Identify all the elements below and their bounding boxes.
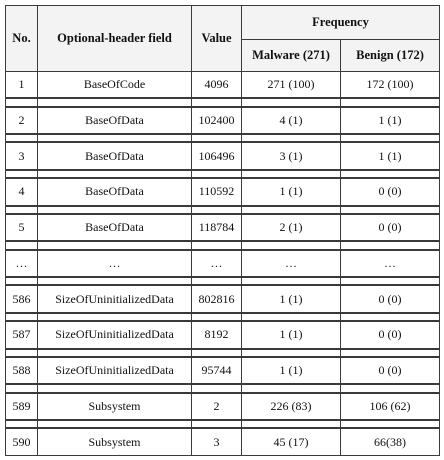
separator-cell [192,134,242,142]
cell-value: 102400 [192,107,242,134]
cell-malware: 1 (1) [242,357,341,384]
row-separator [6,313,440,321]
separator-cell [38,206,192,214]
row-separator [6,349,440,357]
cell-value: 95744 [192,357,242,384]
separator-cell [38,134,192,142]
separator-cell [38,313,192,321]
separator-cell [242,384,341,392]
cell-value: 118784 [192,214,242,241]
cell-no: 2 [6,107,38,134]
cell-field: BaseOfData [38,107,192,134]
row-separator [6,134,440,142]
header-no: No. [6,6,38,72]
separator-cell [38,384,192,392]
table-row [6,285,440,312]
separator-cell [242,313,341,321]
cell-no: 589 [6,393,38,420]
cell-value: 106496 [192,142,242,169]
separator-cell [38,420,192,428]
separator-cell [192,349,242,357]
table-row [6,107,440,134]
separator-cell [38,349,192,357]
separator-cell [341,241,440,249]
table-row [6,72,440,99]
separator-cell [192,420,242,428]
separator-cell [341,134,440,142]
cell-no: 587 [6,321,38,348]
separator-cell [242,206,341,214]
cell-no: 4 [6,178,38,205]
separator-cell [6,241,38,249]
cell-malware: 3 (1) [242,142,341,169]
table-row [6,321,440,348]
cell-benign: … [341,250,440,277]
cell-malware: 1 (1) [242,178,341,205]
header-frequency: Frequency [242,6,440,40]
separator-cell [341,420,440,428]
cell-field: … [38,250,192,277]
cell-malware: 271 (100) [242,72,341,99]
table-row [6,214,440,241]
cell-malware: 1 (1) [242,285,341,312]
separator-cell [6,349,38,357]
row-separator [6,277,440,285]
table-body [6,72,440,456]
table-row [6,428,440,455]
separator-cell [242,134,341,142]
cell-value: 4096 [192,72,242,99]
separator-cell [38,277,192,285]
separator-cell [6,98,38,106]
separator-cell [341,170,440,178]
table-row [6,250,440,277]
separator-cell [6,313,38,321]
cell-no: 3 [6,142,38,169]
header-field: Optional-header field [38,6,192,72]
separator-cell [242,241,341,249]
cell-benign: 1 (1) [341,142,440,169]
cell-benign: 0 (0) [341,321,440,348]
row-separator [6,206,440,214]
cell-value: … [192,250,242,277]
separator-cell [38,170,192,178]
frequency-table-container [5,5,439,456]
separator-cell [6,384,38,392]
header-value: Value [192,6,242,72]
cell-value: 110592 [192,178,242,205]
separator-cell [242,349,341,357]
cell-field: BaseOfCode [38,72,192,99]
cell-benign: 106 (62) [341,393,440,420]
cell-field: BaseOfData [38,178,192,205]
separator-cell [341,349,440,357]
cell-malware: 226 (83) [242,393,341,420]
separator-cell [192,206,242,214]
separator-cell [192,277,242,285]
separator-cell [6,277,38,285]
cell-field: SizeOfUninitializedData [38,321,192,348]
cell-no: 1 [6,72,38,99]
row-separator [6,241,440,249]
separator-cell [242,277,341,285]
separator-cell [6,420,38,428]
cell-benign: 0 (0) [341,178,440,205]
separator-cell [192,241,242,249]
separator-cell [38,98,192,106]
separator-cell [341,384,440,392]
cell-no: 5 [6,214,38,241]
cell-malware: 45 (17) [242,428,341,455]
cell-field: BaseOfData [38,214,192,241]
separator-cell [242,420,341,428]
separator-cell [38,241,192,249]
cell-value: 2 [192,393,242,420]
cell-malware: 2 (1) [242,214,341,241]
cell-no: 590 [6,428,38,455]
cell-benign: 0 (0) [341,285,440,312]
cell-benign: 1 (1) [341,107,440,134]
table-row [6,393,440,420]
table-row [6,178,440,205]
cell-benign: 0 (0) [341,214,440,241]
cell-value: 802816 [192,285,242,312]
cell-field: BaseOfData [38,142,192,169]
table-header [6,6,440,72]
separator-cell [192,313,242,321]
separator-cell [192,170,242,178]
cell-benign: 0 (0) [341,357,440,384]
header-malware: Malware (271) [242,40,341,72]
header-benign: Benign (172) [341,40,440,72]
cell-no: 588 [6,357,38,384]
cell-field: SizeOfUninitializedData [38,285,192,312]
cell-no: … [6,250,38,277]
separator-cell [242,98,341,106]
separator-cell [242,170,341,178]
cell-value: 8192 [192,321,242,348]
separator-cell [6,134,38,142]
row-separator [6,420,440,428]
cell-malware: 1 (1) [242,321,341,348]
row-separator [6,384,440,392]
table-row [6,357,440,384]
table-row [6,142,440,169]
cell-value: 3 [192,428,242,455]
cell-field: SizeOfUninitializedData [38,357,192,384]
separator-cell [6,206,38,214]
separator-cell [341,313,440,321]
row-separator [6,170,440,178]
cell-field: Subsystem [38,393,192,420]
separator-cell [192,384,242,392]
cell-no: 586 [6,285,38,312]
cell-benign: 66(38) [341,428,440,455]
cell-malware: … [242,250,341,277]
frequency-table [5,5,440,456]
cell-benign: 172 (100) [341,72,440,99]
separator-cell [341,277,440,285]
separator-cell [192,98,242,106]
separator-cell [6,170,38,178]
cell-field: Subsystem [38,428,192,455]
separator-cell [341,98,440,106]
row-separator [6,98,440,106]
cell-malware: 4 (1) [242,107,341,134]
separator-cell [341,206,440,214]
